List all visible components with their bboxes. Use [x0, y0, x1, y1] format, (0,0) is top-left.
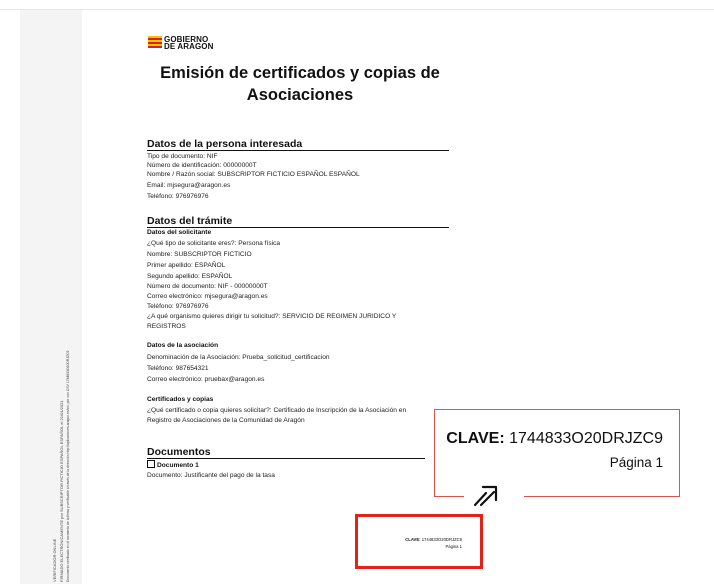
document-item-label: Documento 1 — [157, 462, 199, 469]
gobierno-aragon-logo — [148, 34, 218, 54]
solicitante-line: Segundo apellido: ESPAÑOL — [147, 273, 233, 280]
small-clave-value: 1744833O20DRJZC9 — [421, 537, 462, 542]
expand-arrow-icon — [469, 480, 503, 508]
clave-value: 1744833O20DRJZC9 — [509, 430, 663, 447]
interesada-line: Tipo de documento: NIF — [147, 153, 218, 160]
solicitante-line: Número de documento: NIF - 00000000T — [147, 283, 268, 290]
interesada-line: Email: mjsegura@aragon.es — [147, 182, 231, 189]
document-item-title — [147, 460, 199, 470]
solicitante-line: Correo electrónico: mjsegura@aragon.es — [147, 293, 268, 300]
interesada-line: Nombre / Razón social: SUBSCRIPTOR FICTICIO ESPAÑOL ESPAÑOL — [147, 171, 360, 178]
subsection-asociacion: Datos de la asociación — [147, 342, 219, 349]
clave-text — [446, 430, 663, 448]
top-divider — [0, 9, 714, 10]
margin-text-verificado: Documento verificado en el momento de la firma y verificable a través de la dirección http://aplicaciones.aragon.es/cci, por con CSV 1744833O20DRJZC9 — [66, 350, 70, 582]
section-heading-documentos: Documentos — [147, 446, 425, 459]
asociacion-line: Teléfono: 987654321 — [147, 365, 209, 372]
interesada-line: Número de identificación: 00000000T — [147, 162, 257, 169]
page-title: Emisión de certificados y copias de Asociaciones — [160, 64, 440, 104]
small-clave-label: CLAVE: — [405, 537, 421, 542]
section-heading-interesada: Datos de la persona interesada — [147, 138, 449, 151]
solicitante-line: Teléfono: 976976976 — [147, 303, 209, 310]
clave-highlight-box — [355, 514, 483, 569]
solicitante-line: Primer apellido: ESPAÑOL — [147, 262, 226, 269]
certificados-line: Registro de Asociaciones de la Comunidad de Aragón — [147, 417, 305, 424]
logo-line-2: DE ARAGON — [164, 42, 214, 51]
interesada-line: Teléfono: 976976976 — [147, 193, 209, 200]
document-item-line: Documento: Justificante del pago de la tasa — [147, 472, 275, 479]
left-margin-band — [20, 10, 82, 584]
solicitante-line: REGISTROS — [147, 323, 186, 330]
small-clave-text — [405, 537, 462, 542]
pagina-text: Página 1 — [609, 455, 663, 470]
section-heading-tramite: Datos del trámite — [147, 215, 449, 228]
margin-text-verificador: VERIFICADOR ONLINE — [52, 538, 57, 582]
subsection-solicitante: Datos del solicitante — [147, 229, 212, 236]
checkbox-icon — [147, 460, 155, 468]
margin-text-firmado: FIRMADO ELECTRÓNICAMENTE por SUBSCRIPTOR FICTICIO ESPAÑOL ESPAÑOL el 21/01/2021 — [59, 400, 64, 582]
solicitante-line: Nombre: SUBSCRIPTOR FICTICIO — [147, 251, 252, 258]
aragon-flag-icon — [148, 36, 162, 48]
logo-line-1: GOBIERNO — [164, 35, 209, 44]
clave-label: CLAVE: — [446, 430, 505, 447]
small-pagina-text: Página 1 — [445, 544, 462, 549]
asociacion-line: Correo electrónico: pruebax@aragon.es — [147, 376, 265, 383]
subsection-certificados: Certificados y copias — [147, 396, 214, 403]
certificados-line: ¿Qué certificado o copia quieres solicitar?: Certificado de Inscripción de la Asociación en — [147, 407, 407, 414]
solicitante-line: ¿Qué tipo de solicitante eres?: Persona física — [147, 240, 281, 247]
solicitante-line: ¿A qué organismo quieres dirigir tu solicitud?: SERVICIO DE REGIMEN JURIDICO Y — [147, 313, 397, 320]
asociacion-line: Denominación de la Asociación: Prueba_solicitud_certificacion — [147, 354, 330, 361]
